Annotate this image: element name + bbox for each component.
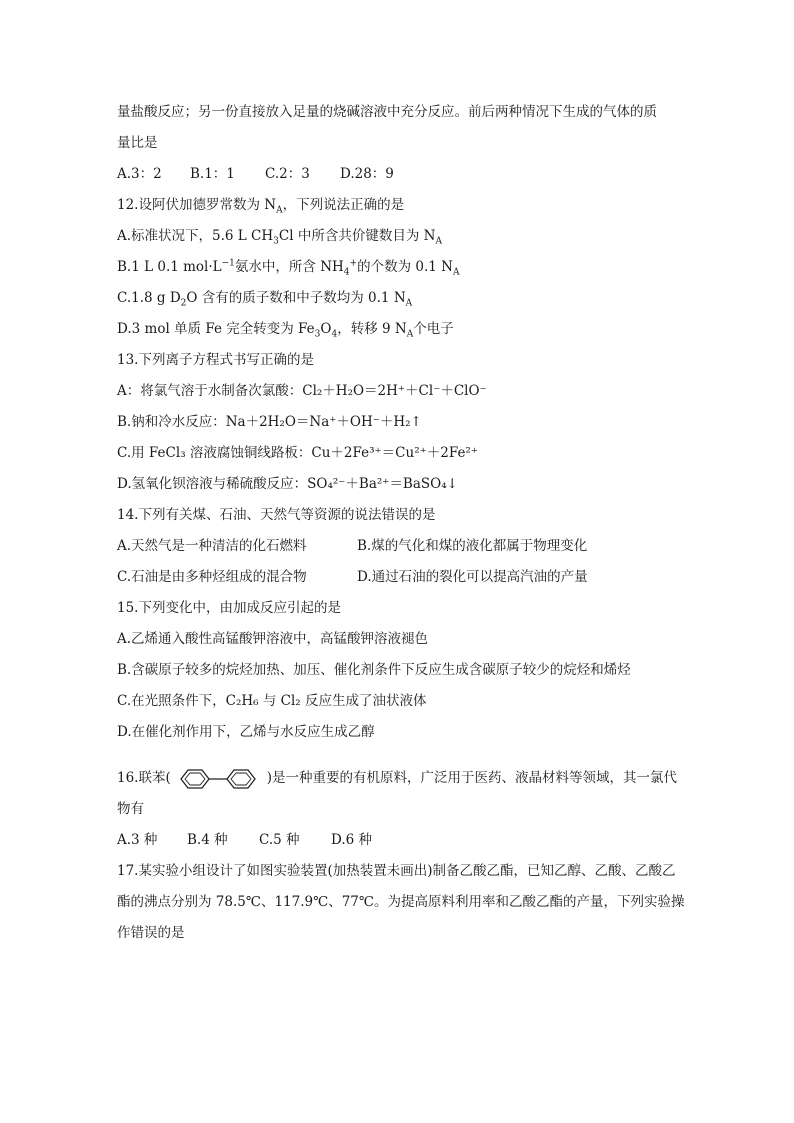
q16-option-d: D.6 种	[331, 832, 373, 848]
q12-option-a: A.标准状况下，5.6 L $CH_3Cl$ 中所含共价键数目为 $N_A$	[117, 228, 442, 247]
q15-option-c: C.在光照条件下，C₂H₆ 与 Cl₂ 反应生成了油状液体	[117, 693, 427, 709]
q16-option-b: B.4 种	[187, 832, 228, 848]
q14-option-c: C.石油是由多种烃组成的混合物	[117, 569, 307, 585]
q12-stem: 12.设阿伏加德罗常数为 $N_A$，下列说法正确的是	[117, 197, 405, 216]
q11-option-b: B.1：1	[190, 166, 235, 182]
q12-option-b: B.1 L 0.1 $mol\cdot L^{-1}$氨水中，所含 $NH_4^+$的个数为 0.1 $N_A$	[117, 258, 460, 278]
q13-option-b: B.钠和冷水反应：Na＋2H₂O＝Na⁺＋OH⁻＋H₂↑	[117, 414, 422, 430]
q17-stem-line2: 酯的沸点分别为 78.5℃、117.9℃、77℃。为提高原料利用率和乙酸乙酯的产量，下列实验操	[117, 894, 685, 910]
biphenyl-structure	[171, 767, 267, 791]
q15-option-a: A.乙烯通入酸性高锰酸钾溶液中，高锰酸钾溶液褪色	[117, 631, 429, 647]
q15-option-d: D.在催化剂作用下，乙烯与水反应生成乙醇	[117, 724, 375, 740]
q16-stem-line2: 物有	[117, 801, 144, 817]
q12-option-d: D.3 mol 单质 Fe 完全转变为 $Fe_3O_4$，转移 9 $N_A$个电子	[117, 321, 454, 340]
q17-stem-line3: 作错误的是	[117, 925, 185, 941]
q14-option-a: A.天然气是一种清洁的化石燃料	[117, 538, 307, 554]
q13-option-d: D.氢氧化钡溶液与稀硫酸反应：SO₄²⁻＋Ba²⁺＝BaSO₄↓	[117, 476, 458, 492]
q11-option-d: D.28：9	[340, 166, 394, 182]
q11-option-a: A.3：2	[117, 166, 162, 182]
q14-option-b: B.煤的气化和煤的液化都属于物理变化	[357, 538, 588, 554]
q11-stem-line1: 量盐酸反应；另一份直接放入足量的烧碱溶液中充分反应。前后两种情况下生成的气体的质	[117, 104, 657, 120]
q14-option-d: D.通过石油的裂化可以提高汽油的产量	[357, 569, 588, 585]
q14-stem: 14.下列有关煤、石油、天然气等资源的说法错误的是	[117, 507, 436, 523]
q13-stem: 13.下列离子方程式书写正确的是	[117, 352, 314, 368]
q16-option-c: C.5 种	[259, 832, 300, 848]
q16-option-a: A.3 种	[117, 832, 158, 848]
q11-option-c: C.2：3	[265, 166, 310, 182]
q11-stem-line2: 量比是	[117, 135, 158, 151]
q17-stem-line1: 17.某实验小组设计了如图实验装置(加热装置未画出)制备乙酸乙酯，已知乙醇、乙酸、乙酸乙	[117, 863, 676, 879]
q16-stem: 16.联苯( )是一种重要的有机原料，广泛用于医药、液晶材料等领域，其一氯代	[117, 765, 677, 791]
q15-stem: 15.下列变化中，由加成反应引起的是	[117, 600, 341, 616]
q12-option-c: C.1.8 g $D_2O$ 含有的质子数和中子数均为 0.1 $N_A$	[117, 290, 413, 309]
q13-option-a: A：将氯气溶于水制备次氯酸：Cl₂＋H₂O＝2H⁺＋Cl⁻＋ClO⁻	[117, 383, 487, 399]
q13-option-c: C.用 FeCl₃ 溶液腐蚀铜线路板：Cu＋2Fe³⁺＝Cu²⁺＋2Fe²⁺	[117, 445, 478, 461]
q15-option-b: B.含碳原子较多的烷烃加热、加压、催化剂条件下反应生成含碳原子较少的烷烃和烯烃	[117, 662, 631, 678]
